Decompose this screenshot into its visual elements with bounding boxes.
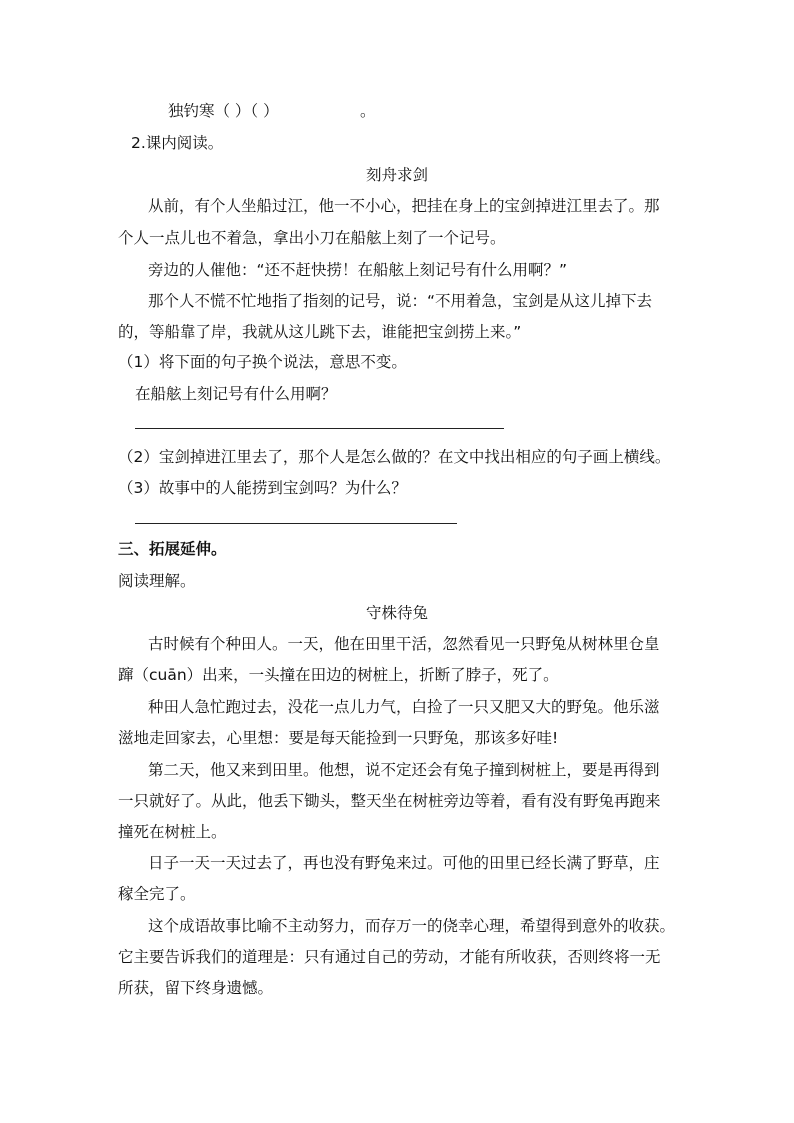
story2-paragraph1-line1: 古时候有个种田人。一天，他在田里干活，忽然看见一只野兔从树林里仓皇: [148, 635, 660, 653]
answer-line-3[interactable]: [135, 523, 457, 524]
story1-paragraph1-line1: 从前，有个人坐船过江，他一不小心，把挂在身上的宝剑掉进江里去了。那: [148, 197, 660, 215]
sub-question-2: （2）宝剑掉进江里去了，那个人是怎么做的？在文中找出相应的句子画上横线。: [118, 448, 671, 466]
story2-paragraph3-line2: 一只就好了。从此，他丢下锄头，整天坐在树桩旁边等着，看有没有野兔再跑来: [118, 792, 661, 810]
story-title-kezhouqiujian: 刻舟求剑: [365, 166, 428, 184]
fill-in-line-end-mark: 。: [360, 102, 376, 120]
story2-paragraph5-line2: 它主要告诉我们的道理是：只有通过自己的劳动，才能有所收获，否则终将一无: [118, 948, 661, 966]
question-2-heading: 2.课内阅读。: [131, 134, 224, 152]
story2-paragraph2-line1: 种田人急忙跑过去，没花一点儿力气，白捡了一只又肥又大的野兔。他乐滋: [148, 698, 660, 716]
sub-question-1-sentence: 在船舷上刻记号有什么用啊？: [135, 385, 337, 403]
answer-line-1[interactable]: [135, 428, 504, 429]
story1-paragraph3-line1: 那个人不慌不忙地指了指刻的记号，说：“不用着急，宝剑是从这儿掉下去: [148, 292, 653, 310]
section-3-heading: 三、拓展延伸。: [118, 540, 227, 558]
sub-question-3: （3）故事中的人能捞到宝剑吗？为什么？: [118, 479, 407, 497]
story2-paragraph4-line2: 稼全完了。: [118, 885, 196, 903]
story2-paragraph2-line2: 滋地走回家去，心里想：要是每天能捡到一只野兔，那该多好哇!: [118, 729, 559, 747]
story2-paragraph4-line1: 日子一天一天过去了，再也没有野兔来过。可他的田里已经长满了野草，庄: [148, 854, 660, 872]
story2-paragraph1-line2: 蹿（cuān）出来，一头撞在田边的树桩上，折断了脖子，死了。: [118, 666, 559, 684]
story1-paragraph1-line2: 个人一点儿也不着急，拿出小刀在船舷上刻了一个记号。: [118, 229, 506, 247]
story2-paragraph3-line3: 撞死在树桩上。: [118, 823, 227, 841]
section-3-task: 阅读理解。: [118, 572, 196, 590]
fill-in-line-fishing: 独钓寒（ ）（ ）: [168, 102, 279, 120]
story1-paragraph3-line2: 的，等船靠了岸，我就从这儿跳下去，谁能把宝剑捞上来。”: [118, 323, 522, 341]
story2-paragraph3-line1: 第二天，他又来到田里。他想，说不定还会有兔子撞到树桩上，要是再得到: [148, 761, 660, 779]
story2-paragraph5-line1: 这个成语故事比喻不主动努力，而存万一的侥幸心理，希望得到意外的收获。: [148, 917, 676, 935]
story1-paragraph2: 旁边的人催他：“还不赶快捞！在船舷上刻记号有什么用啊？”: [148, 261, 568, 279]
story2-paragraph5-line3: 所获，留下终身遗憾。: [118, 979, 274, 997]
story-title-shouzhudaitu: 守株待兔: [365, 604, 428, 622]
sub-question-1: （1）将下面的句子换个说法，意思不变。: [118, 353, 407, 371]
